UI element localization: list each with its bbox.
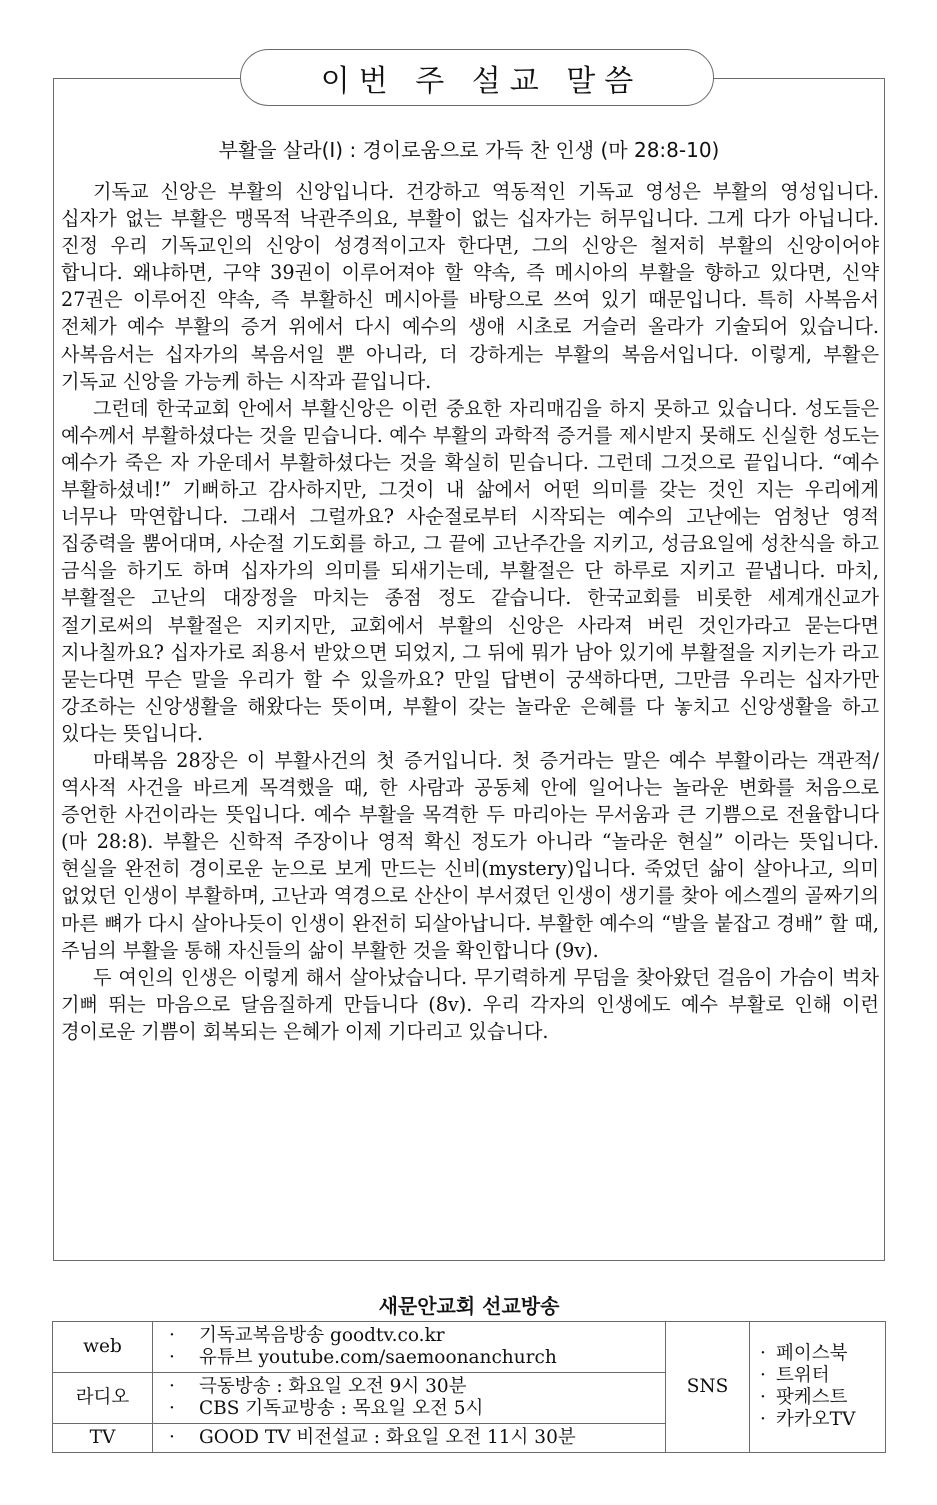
- category-web: web: [53, 1322, 153, 1373]
- tv-items: [153, 1424, 666, 1453]
- section-header-pill: [240, 49, 714, 106]
- bullet-icon: ·: [169, 1427, 175, 1448]
- bullet-icon: ·: [169, 1347, 175, 1368]
- category-tv: TV: [53, 1424, 153, 1453]
- sns-item[interactable]: · 트위터: [760, 1365, 830, 1386]
- sns-items: [750, 1322, 886, 1453]
- list-item[interactable]: · 기독교복음방송 goodtv.co.kr: [169, 1325, 445, 1346]
- web-items: [153, 1322, 666, 1373]
- list-item: · 극동방송 : 화요일 오전 9시 30분: [169, 1376, 467, 1397]
- bullet-icon: ·: [169, 1398, 175, 1419]
- radio-items: [153, 1373, 666, 1424]
- bullet-icon: ·: [760, 1387, 766, 1408]
- sns-item[interactable]: · 페이스북: [760, 1343, 848, 1364]
- bullet-icon: ·: [169, 1325, 175, 1346]
- table-row: [53, 1322, 886, 1373]
- bullet-icon: ·: [760, 1365, 766, 1386]
- section-title: 이번 주 설교 말씀: [320, 63, 643, 99]
- sermon-paragraph: 그런데 한국교회 안에서 부활신앙은 이런 중요한 자리매김을 하지 못하고 있습니다. 성도들은 예수께서 부활하셨다는 것을 믿습니다. 예수 부활의 과학적 증거를 제시받지 못해도 신실한 성도는 예수가 죽은 자 가운데서 부활하셨다는 것을 확실히 믿습니다. 그런데 그것으로 끝입니다. “예수 부활하셨네!” 기뻐하고 감사하지만, 그것이 내 삶에서 어떤 의미를 갖는 것인 지는 우리에게 너무나 막연합니다. 그래서 그럴까요? 사순절로부터 시작되는 예수의 고난에는 엄청난 영적 집중력을 뿜어대며, 사순절 기도회를 하고, 그 끝에 고난주간을 지키고, 성금요일에 성찬식을 하고 금식을 하기도 하며 십자가의 의미를 되새기는데, 부활절은 단 하루로 지키고 끝냅니다. 마치, 부활절은 고난의 대장정을 마치는 종점 정도 같습니다. 한국교회를 비롯한 세계개신교가 절기로써의 부활절은 지키지만, 교회에서 부활의 신앙은 사라져 버린 것인가라고 묻는다면 지나칠까요? 십자가로 죄용서 받았으면 되었지, 그 뒤에 뭐가 남아 있기에 부활절을 지키는가 라고 묻는다면 무슨 말을 우리가 할 수 있을까요? 만일 답변이 궁색하다면, 그만큼 우리는 십자가만 강조하는 신앙생활을 해왔다는 뜻이며, 부활이 갖는 놀라운 은혜를 다 놓치고 신앙생활을 하고 있다는 뜻입니다.: [61, 396, 879, 745]
- sermon-paragraph: 마태복음 28장은 이 부활사건의 첫 증거입니다. 첫 증거라는 말은 예수 부활이라는 객관적/역사적 사건을 바르게 목격했을 때, 한 사람과 공동체 안에 일어나는 놀라운 변화를 처음으로 증언한 사건이라는 뜻입니다. 예수 부활을 목격한 두 마리아는 무서움과 큰 기쁨으로 전율합니다 (마 28:8). 부활은 신학적 주장이나 영적 확신 정도가 아니라 “놀라운 현실” 이라는 뜻입니다. 현실을 완전히 경이로운 눈으로 보게 만드는 신비(mystery)입니다. 죽었던 삶이 살아나고, 의미 없었던 인생이 부활하며, 고난과 역경으로 산산이 부서졌던 인생이 생기를 찾아 에스겔의 골짜기의 마른 뼈가 다시 살아나듯이 인생이 완전히 되살아납니다. 부활한 예수의 “발을 붙잡고 경배” 할 때, 주님의 부활을 통해 자신들의 삶이 부활한 것을 확인합니다 (9v).: [61, 748, 879, 962]
- sns-item[interactable]: · 팟케스트: [760, 1387, 848, 1408]
- list-item: · CBS 기독교방송 : 목요일 오전 5시: [169, 1398, 484, 1419]
- broadcast-title: 새문안교회 선교방송: [378, 1294, 560, 1318]
- sermon-paragraph: 기독교 신앙은 부활의 신앙입니다. 건강하고 역동적인 기독교 영성은 부활의 영성입니다. 십자가 없는 부활은 맹목적 낙관주의요, 부활이 없는 십자가는 허무입니다. 그게 다가 아닙니다. 진정 우리 기독교인의 신앙이 성경적이고자 한다면, 그의 신앙은 철저히 부활의 신앙이어야 합니다. 왜냐하면, 구약 39권이 이루어져야 할 약속, 즉 메시아의 부활을 향하고 있다면, 신약 27권은 이루어진 약속, 즉 부활하신 메시아를 바탕으로 쓰여 있기 때문입니다. 특히 사복음서 전체가 예수 부활의 증거 위에서 다시 예수의 생애 시초로 거슬러 올라가 기술되어 있습니다. 사복음서는 십자가의 복음서일 뿐 아니라, 더 강하게는 부활의 복음서입니다. 이렇게, 부활은 기독교 신앙을 가능케 하는 시작과 끝입니다.: [61, 180, 879, 393]
- sermon-paragraph: 두 여인의 인생은 이렇게 해서 살아났습니다. 무기력하게 무덤을 찾아왔던 걸음이 가슴이 벅차 기뻐 뛰는 마음으로 달음질하게 만듭니다 (8v). 우리 각자의 인생에도 예수 부활로 인해 이런 경이로운 기쁨이 회복되는 은혜가 이제 기다리고 있습니다.: [61, 965, 879, 1043]
- sermon-body: [61, 178, 879, 1045]
- broadcast-table: [52, 1321, 886, 1453]
- sns-item[interactable]: · 카카오TV: [760, 1409, 856, 1430]
- category-radio: 라디오: [53, 1373, 153, 1424]
- sermon-title: 부활을 살라(I) : 경이로움으로 가득 찬 인생 (마 28:8-10): [218, 138, 720, 162]
- list-item[interactable]: · 유튜브 youtube.com/saemoonanchurch: [169, 1347, 557, 1368]
- sns-label: SNS: [666, 1322, 750, 1453]
- bullet-icon: ·: [760, 1343, 766, 1364]
- list-item: · GOOD TV 비전설교 : 화요일 오전 11시 30분: [169, 1427, 576, 1448]
- bullet-icon: ·: [169, 1376, 175, 1397]
- bullet-icon: ·: [760, 1409, 766, 1430]
